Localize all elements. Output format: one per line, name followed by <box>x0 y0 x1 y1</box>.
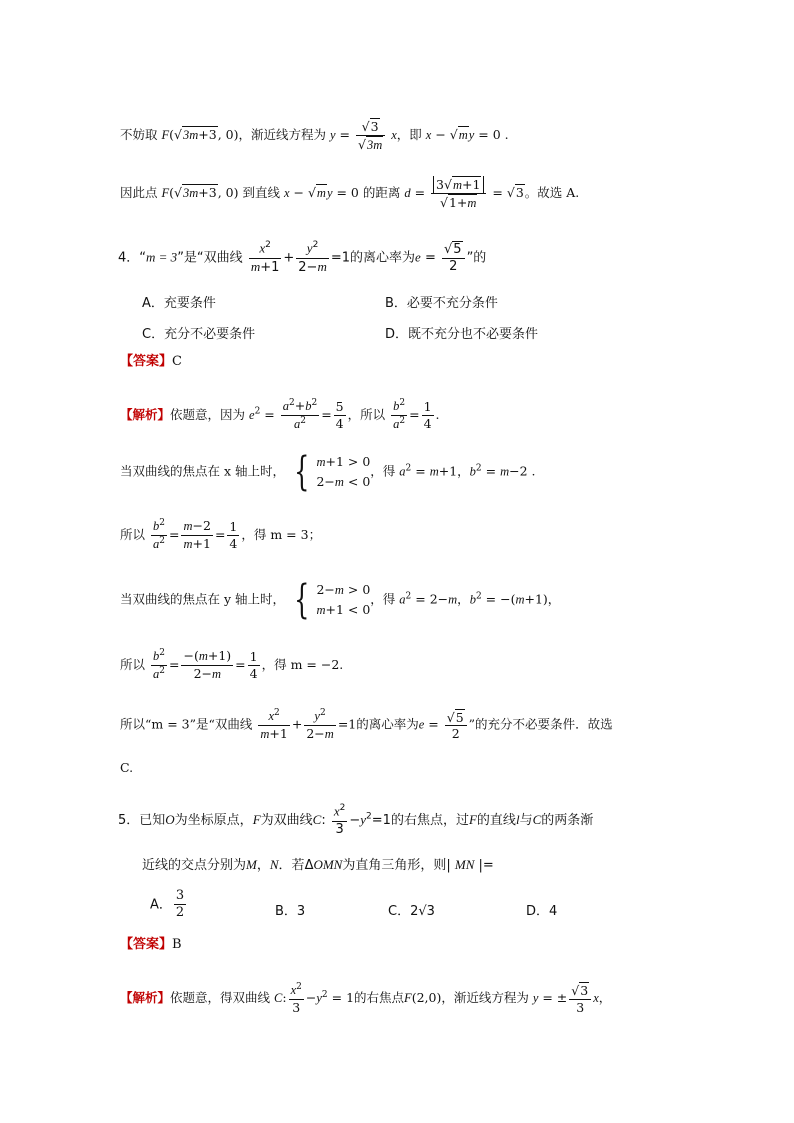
q4-stem: 4．“m = 3”是“双曲线 $\frac{x^2}{m+1}$ + $\frac{y^2}{2-m}$ =1的离心率为e = $\frac{√5}{2}$ ”的 <box>118 240 487 275</box>
text: 。故选 A. <box>524 185 580 200</box>
text: 的右焦点，过 <box>390 812 469 828</box>
text: 所以 <box>120 526 146 542</box>
q5-answer <box>120 938 182 951</box>
text: ，得 m = −2. <box>261 656 344 672</box>
text: 因此点 <box>120 185 158 200</box>
text: 近线的交点分别为 <box>142 858 247 873</box>
text: ”的 <box>466 250 487 266</box>
q5-stem-line2: 近线的交点分别为M，N．若ΔOMN为直角三角形，则| MN |= <box>142 857 494 873</box>
solution3-line1: 不妨取 F(√3m+3, 0)，渐近线方程为 y = $\frac{√3}{√3m}$ x，即 x − √my = 0 . <box>120 119 509 152</box>
text: ．若 <box>278 858 305 873</box>
analysis-tag: 【解析】 <box>120 406 171 422</box>
q4-option-b[interactable]: B．必要不充分条件 <box>385 296 498 311</box>
q4-answer <box>120 355 182 368</box>
answer-value: B <box>172 937 182 952</box>
text: ，即 <box>396 126 422 142</box>
text: 依题意，得双曲线 <box>170 990 271 1006</box>
text: ，渐近线方程为 <box>238 126 327 142</box>
text: 的离心率为 <box>356 716 419 732</box>
q4-option-a[interactable]: A．充要条件 <box>142 296 216 311</box>
q4-option-c[interactable]: C．充分不必要条件 <box>142 327 256 342</box>
text: 所以 <box>120 656 146 672</box>
text: ，得 <box>370 463 396 479</box>
q4-analysis-line4: 当双曲线的焦点在 y 轴上时， { 2−m > 0 m+1 < 0，得 $a^2 = 2-m$，$b^2 = -(m+1)$， <box>120 577 561 623</box>
text: 到直线 <box>242 185 280 200</box>
answer-value: C <box>172 354 182 369</box>
q4-analysis-line6: 所以“m = 3”是“双曲线 $\frac{x^2}{m+1}$ + $\frac{y^2}{2-m}$ =1的离心率为e = $\frac{√5}{2}$ ”的充分不必要条件．故选 <box>120 708 613 742</box>
q5-stem-line1: 5．已知O为坐标原点，F为双曲线C: $\frac{x^2}{3}$ $-y^2=1$的右焦点，过F的直线l与C的两条渐 <box>118 803 594 837</box>
q4-analysis-line2: 当双曲线的焦点在 x 轴上时， { m+1 > 0 2−m < 0，得 $a^2 = m+1$，$b^2 = m-2$ . <box>120 449 536 495</box>
text: 的两条渐 <box>541 812 594 828</box>
q4-analysis-line5: 所以 $\frac{b^2}{a^2}$ = $\frac{-(m+1)}{2-m}$ = $\frac{1}{4}$ ，得 m = −2. <box>120 648 344 681</box>
text: C. <box>120 760 134 775</box>
text: 当双曲线的焦点在 x 轴上时， <box>120 463 285 479</box>
text: 与 <box>519 812 533 828</box>
text: ，得 <box>370 591 396 607</box>
text: 依题意，因为 <box>170 406 246 422</box>
q5-option-c[interactable]: C．2√3 <box>388 904 435 919</box>
analysis-tag: 【解析】 <box>120 990 171 1006</box>
q4-analysis-line7 <box>120 762 133 775</box>
text: 的离心率为 <box>350 250 416 266</box>
distance-fraction: $\frac{3√m+1}{√1+m}$ <box>431 176 486 211</box>
answer-tag: 【答案】 <box>120 937 173 952</box>
fraction: $\frac{√3}{√3m}$ <box>356 118 385 153</box>
answer-tag: 【答案】 <box>120 354 173 369</box>
text: 的距离 <box>362 185 401 200</box>
q4-option-d[interactable]: D．既不充分也不必要条件 <box>385 327 539 342</box>
text: 5．已知 <box>118 812 166 828</box>
q5-option-a[interactable]: A． $\frac{3}{2}$ <box>150 888 185 921</box>
text: 为坐标原点， <box>174 812 253 828</box>
text: ”的充分不必要条件．故选 <box>468 716 613 732</box>
text: 为直角三角形，则 <box>342 858 447 873</box>
text: ，渐近线方程为 <box>441 990 529 1006</box>
text: ，得 m = 3； <box>241 526 322 542</box>
text: 当双曲线的焦点在 y 轴上时， <box>120 591 286 607</box>
q4-analysis-line3: 所以 $\frac{b^2}{a^2}$ = $\frac{m-2}{m+1}$ = $\frac{1}{4}$ ，得 m = 3； <box>120 518 322 551</box>
text: 的直线 <box>476 812 516 828</box>
q5-analysis: 【解析】依题意，得双曲线 C: $\frac{x^2}{3}$ $-y^2 = 1$的右焦点F(2,0)，渐近线方程为 y = ± $\frac{√3}{3}$ x， <box>120 982 612 1015</box>
text: 不妨取 <box>120 126 158 142</box>
condition: m = 3 <box>146 249 178 265</box>
text: ，所以 <box>347 406 386 422</box>
text: 为双曲线 <box>260 812 313 828</box>
text: A． <box>150 897 172 913</box>
q4-analysis-line1: 【解析】依题意，因为 $e^2$ = $\frac{a^2+b^2}{a^2}$ = $\frac{5}{4}$ ，所以 $\frac{b^2}{a^2}$ = $\frac{1}{4}$ . <box>120 398 440 431</box>
q5-option-d[interactable]: D．4 <box>526 904 558 919</box>
text: 4．“ <box>118 250 147 266</box>
text: 所以“m = 3”是“双曲线 <box>120 716 253 732</box>
text: 的右焦点 <box>354 990 405 1006</box>
solution3-line2: 因此点 F(√3m+3, 0) 到直线 x − √my = 0 的距离 d = $\frac{3√m+1}{√1+m}$ = √3。故选 A. <box>120 177 580 210</box>
q5-option-b[interactable]: B．3 <box>275 904 306 919</box>
text: ”是“双曲线 <box>177 250 243 266</box>
